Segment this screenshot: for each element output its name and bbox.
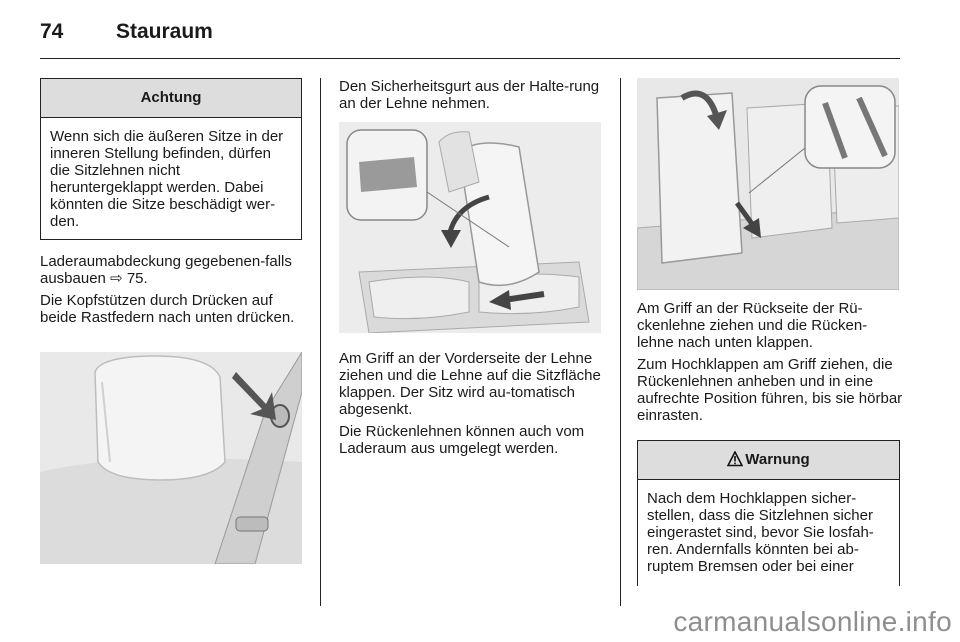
- column-2-text-bottom: [339, 350, 605, 462]
- header-rule: [40, 58, 900, 59]
- paragraph: [40, 253, 302, 287]
- caution-title: Achtung: [41, 79, 301, 118]
- paragraph-text: Laderaumabdeckung gegebenen-falls ausbauen: [40, 253, 292, 287]
- page-reference-icon[interactable]: ⇨: [110, 269, 123, 287]
- caution-text: Wenn sich die äußeren Sitze in der inneren Stellung befinden, dürfen die Sitzlehnen nicht heruntergeklappt werden. Dabei könnten die Sitze beschädigt wer-den.: [50, 128, 284, 230]
- page-number: 74: [40, 20, 64, 43]
- caution-box: [40, 78, 302, 240]
- paragraph: Den Sicherheitsgurt aus der Halte-rung an der Lehne nehmen.: [339, 78, 600, 112]
- warning-header: [638, 441, 899, 480]
- warning-text: Nach dem Hochklappen sicher-stellen, dass die Sitzlehnen sicher eingerastet sind, bevor Sie losfah-ren. Andernfalls könnten bei ab-ruptem Bremsen oder bei einer: [647, 490, 874, 575]
- paragraph: Die Kopfstützen durch Drücken auf beide Rastfedern nach unten drücken.: [40, 292, 295, 326]
- page-title: Stauraum: [116, 20, 213, 43]
- paragraph: Zum Hochklappen am Griff ziehen, die Rückenlehnen anheben und in eine aufrechte Position führen, bis sie hörbar einrasten.: [637, 356, 903, 424]
- paragraph: Die Rückenlehnen können auch vom Laderaum aus umgelegt werden.: [339, 423, 585, 457]
- watermark: carmanualsonline.info: [673, 606, 952, 637]
- column-2-text-top: [339, 78, 603, 117]
- headrest-illustration: [40, 352, 302, 564]
- paragraph: Am Griff an der Vorderseite der Lehne ziehen und die Lehne auf die Sitzfläche klappen. Der Sitz wird au-tomatisch abgesenkt.: [339, 350, 601, 418]
- page-reference-number[interactable]: 75.: [122, 270, 148, 287]
- column-1-text: [40, 253, 302, 331]
- seat-fold-illustration: [339, 122, 601, 333]
- column-divider: [320, 78, 321, 606]
- warning-box: [637, 440, 900, 586]
- column-divider: [620, 78, 621, 606]
- cargo-seat-illustration: [637, 78, 899, 290]
- warning-title: Warnung: [745, 451, 810, 468]
- warning-triangle-icon: [727, 451, 743, 467]
- column-3-text: [637, 300, 903, 429]
- paragraph: Am Griff an der Rückseite der Rü-ckenlehne ziehen und die Rücken-lehne nach unten klappen.: [637, 300, 868, 351]
